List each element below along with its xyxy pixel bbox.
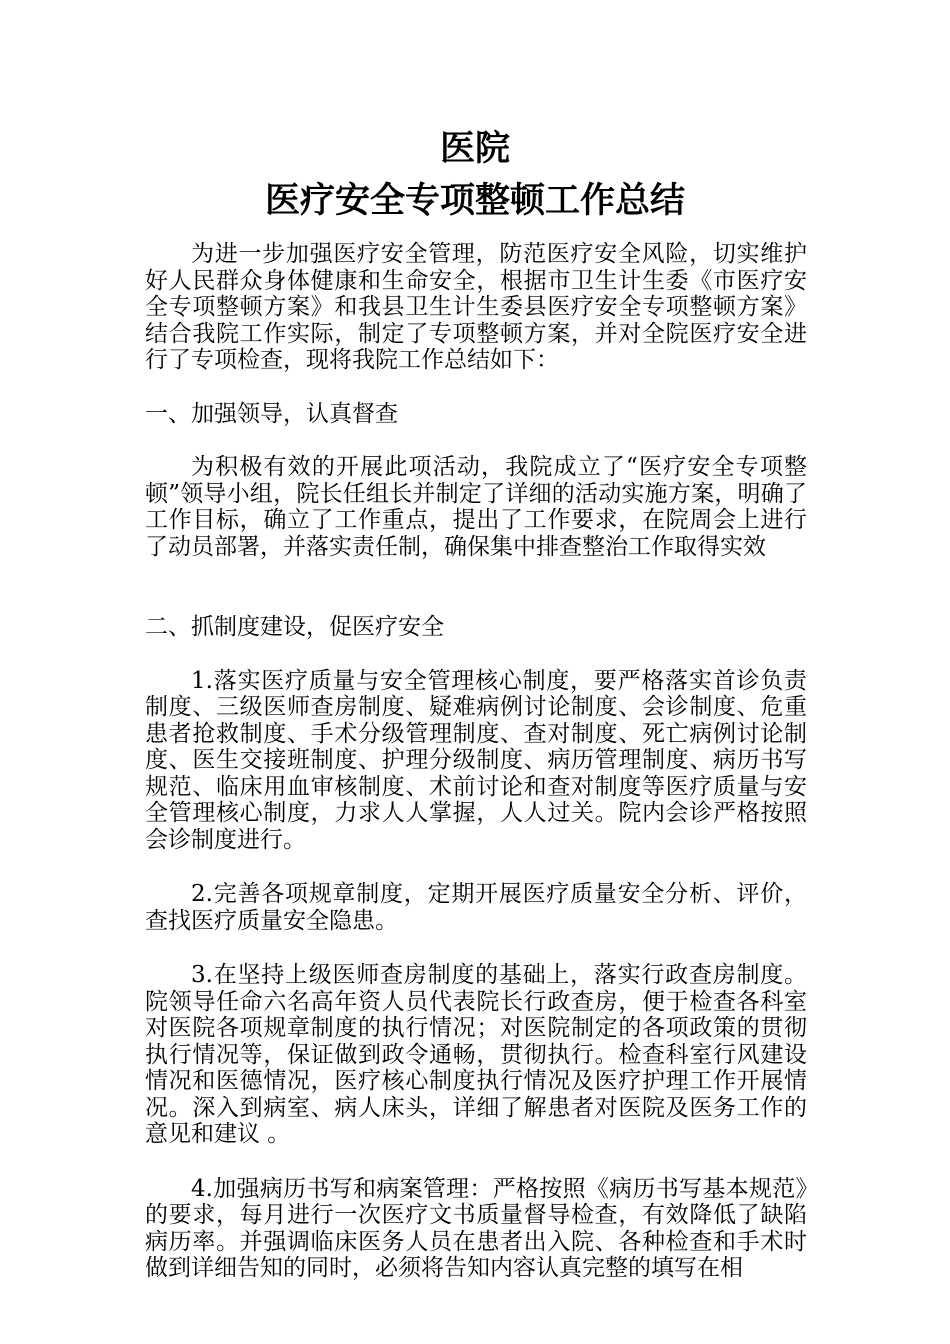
item3-paragraph: 3.在坚持上级医师查房制度的基础上，落实行政查房制度。院领导任命六名高年资人员代表院长行政查房，便于检查各科室对医院各项规章制度的执行情况；对医院制定的各项政策的贯彻执行情况等，保证做到政令通畅，贯彻执行。检查科室行风建设情况和医德情况，医疗核心制度执行情况及医疗护理工作开展情况。深入到病室、病人床头，详细了解患者对医院及医务工作的意见和建议 。 [145,962,807,1147]
document-title-line2: 医疗安全专项整顿工作总结 [264,180,685,221]
document-title-line1: 医院 [439,128,510,169]
document-body [145,241,807,1282]
item2-paragraph: 2.完善各项规章制度，定期开展医疗质量安全分析、评价，查找医疗质量安全隐患。 [145,881,807,934]
section2-heading: 二、抓制度建设，促医疗安全 [145,614,444,640]
section1-paragraph: 为积极有效的开展此项活动，我院成立了“医疗安全专项整顿”领导小组，院长任组长并制定了详细的活动实施方案，明确了工作目标，确立了工作重点，提出了工作要求，在院周会上进行了动员部署，并落实责任制，确保集中排查整治工作取得实效 [145,454,807,560]
section1-heading: 一、加强领导，认真督查 [145,400,398,427]
intro-paragraph: 为进一步加强医疗安全管理，防范医疗安全风险，切实维护好人民群众身体健康和生命安全，根据市卫生计生委《市医疗安全专项整顿方案》和我县卫生计生委县医疗安全专项整顿方案》结合我院工作实际，制定了专项整顿方案，并对全院医疗安全进行了专项检查，现将我院工作总结如下： [145,241,807,373]
item1-paragraph: 1.落实医疗质量与安全管理核心制度，要严格落实首诊负责制度、三级医师查房制度、疑难病例讨论制度、会诊制度、危重患者抢救制度、手术分级管理制度、查对制度、死亡病例讨论制度、医生交接班制度、护理分级制度、病历管理制度、病历书写规范、临床用血审核制度、术前讨论和查对制度等医疗质量与安全管理核心制度，力求人人掌握，人人过关。院内会诊严格按照会诊制度进行。 [145,667,807,853]
item4-paragraph: 4.加强病历书写和病案管理：严格按照《病历书写基本规范》的要求，每月进行一次医疗文书质量督导检查，有效降低了缺陷病历率。并强调临床医务人员在患者出入院、各种检查和手术时做到详细告知的同时，必须将告知内容认真完整的填写在相 [145,1175,807,1281]
